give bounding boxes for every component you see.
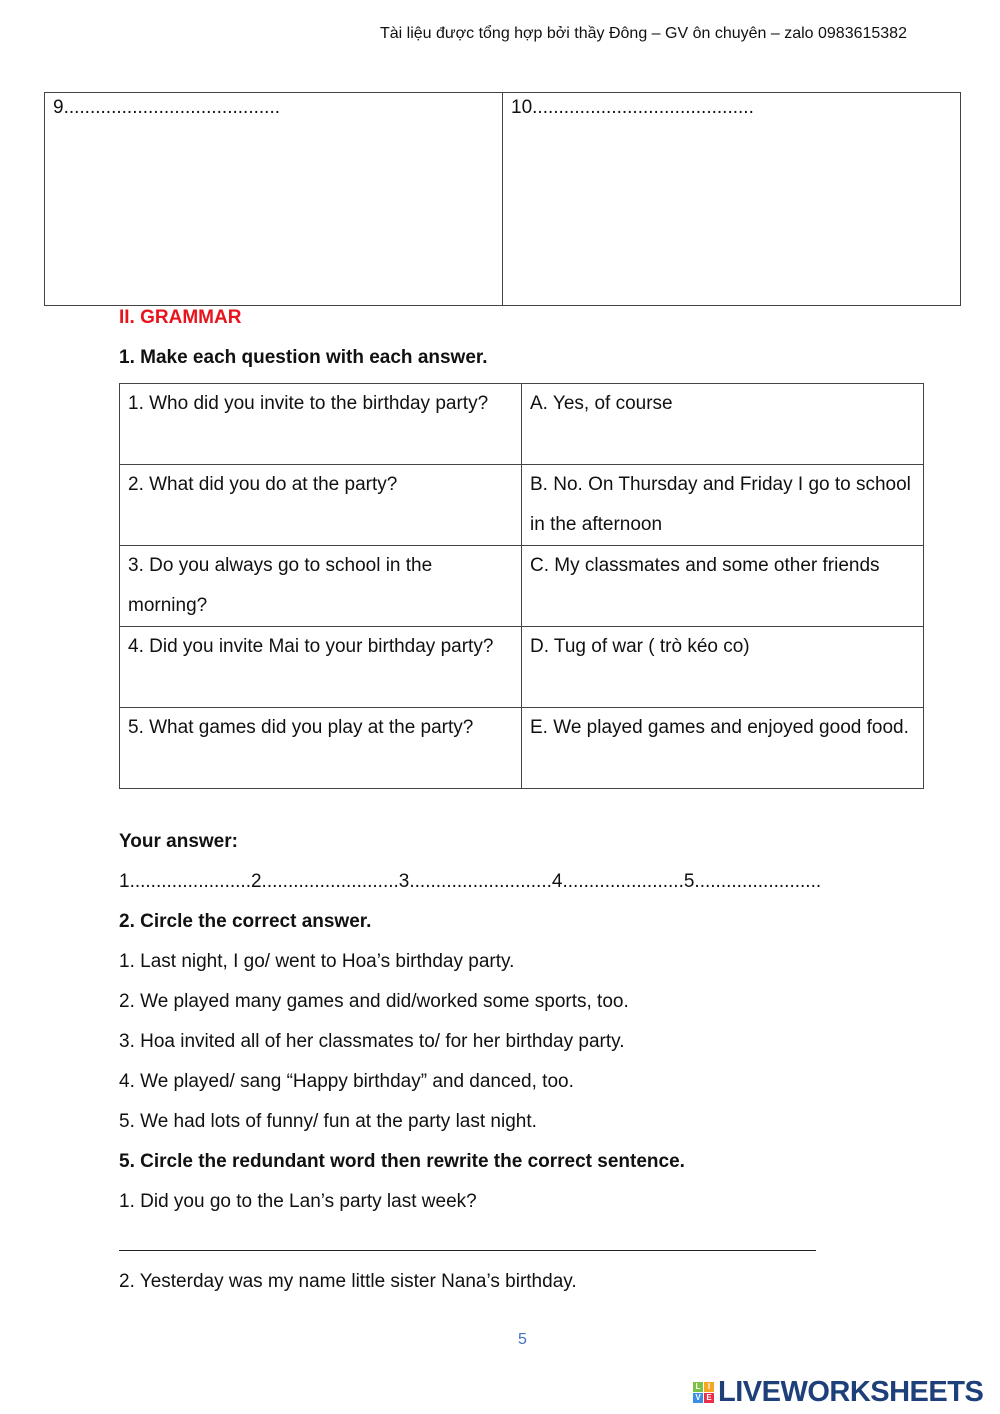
logo-tile: V: [693, 1393, 703, 1403]
answer-cell: D. Tug of war ( trò kéo co): [522, 627, 924, 708]
table-row: [120, 627, 924, 708]
list-item[interactable]: 4. We played/ sang “Happy birthday” and danced, too.: [119, 1071, 574, 1092]
your-answer-label: Your answer:: [119, 831, 238, 852]
table-row: [120, 708, 924, 789]
answer-cell: C. My classmates and some other friends: [522, 546, 924, 627]
answer-box-9[interactable]: 9.........................................: [45, 93, 503, 306]
question-cell: 2. What did you do at the party?: [120, 465, 522, 546]
section-title: II. GRAMMAR: [119, 307, 242, 328]
list-item[interactable]: 1. Last night, I go/ went to Hoa’s birthday party.: [119, 951, 515, 972]
answer-cell: E. We played games and enjoyed good food.: [522, 708, 924, 789]
list-item[interactable]: 2. We played many games and did/worked some sports, too.: [119, 991, 629, 1012]
exercise-2-title: 2. Circle the correct answer.: [119, 911, 372, 932]
logo-tile: I: [704, 1382, 714, 1392]
list-item: 1. Did you go to the Lan’s party last week?: [119, 1191, 477, 1212]
answer-cell: B. No. On Thursday and Friday I go to school in the afternoon: [522, 465, 924, 546]
logo-text: LIVEWORKSHEETS: [718, 1376, 984, 1408]
answer-boxes-table: [44, 92, 961, 306]
exercise-1-title: 1. Make each question with each answer.: [119, 347, 488, 368]
matching-table: [119, 383, 924, 789]
answer-line[interactable]: [119, 1250, 816, 1251]
table-row: [120, 546, 924, 627]
page-header: Tài liệu được tổng hợp bởi thầy Đông – GV ôn chuyên – zalo 0983615382: [380, 25, 907, 42]
table-row: [120, 465, 924, 546]
liveworksheets-logo: [693, 1376, 983, 1409]
exercise-5-title: 5. Circle the redundant word then rewrite the correct sentence.: [119, 1151, 685, 1172]
logo-tile: L: [693, 1382, 703, 1392]
answer-cell: A. Yes, of course: [522, 384, 924, 465]
question-cell: 3. Do you always go to school in the morning?: [120, 546, 522, 627]
answer-box-10[interactable]: 10..........................................: [503, 93, 961, 306]
list-item[interactable]: 3. Hoa invited all of her classmates to/ for her birthday party.: [119, 1031, 625, 1052]
question-cell: 4. Did you invite Mai to your birthday party?: [120, 627, 522, 708]
page-number: 5: [518, 1331, 527, 1348]
answer-blanks[interactable]: 1.......................2..........................3...........................4.......................5........................: [119, 871, 822, 892]
list-item: 2. Yesterday was my name little sister Nana’s birthday.: [119, 1271, 577, 1292]
question-cell: 1. Who did you invite to the birthday party?: [120, 384, 522, 465]
logo-tile: E: [704, 1393, 714, 1403]
list-item[interactable]: 5. We had lots of funny/ fun at the party last night.: [119, 1111, 537, 1132]
table-row: [120, 384, 924, 465]
question-cell: 5. What games did you play at the party?: [120, 708, 522, 789]
logo-tiles-icon: [693, 1382, 714, 1403]
